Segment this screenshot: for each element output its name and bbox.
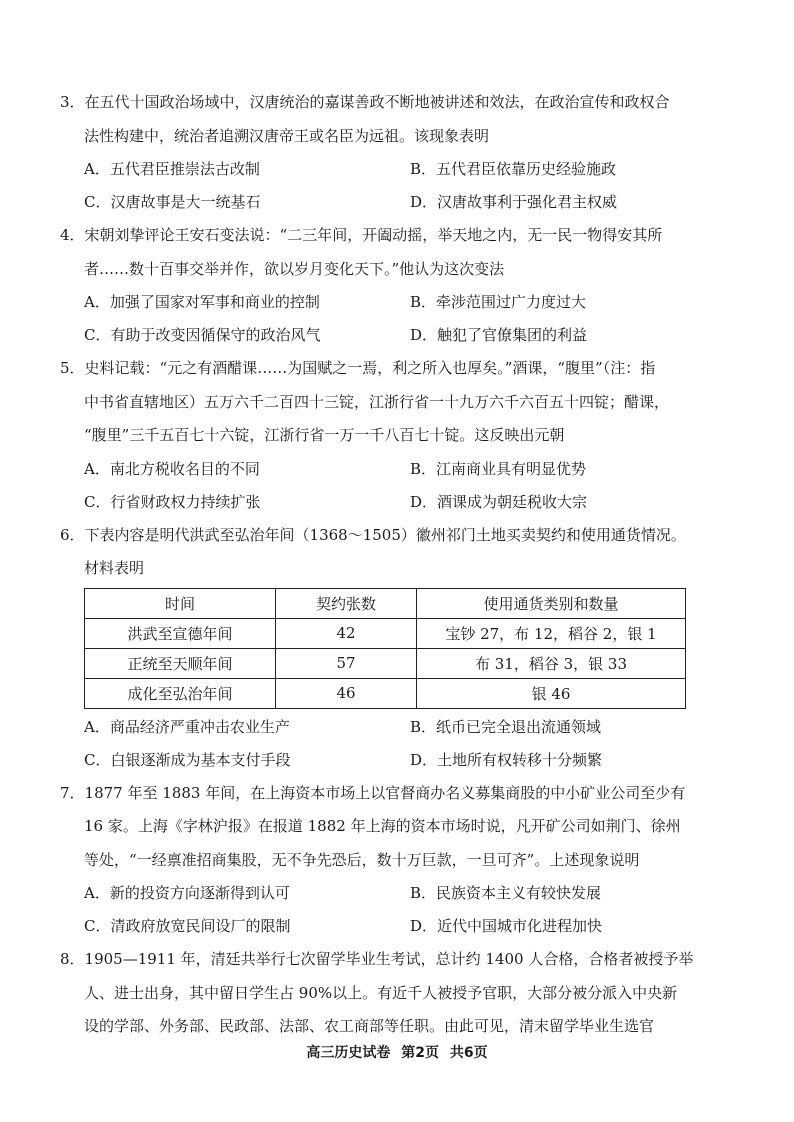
page-footer: 高三历史试卷 第2页 共6页 [306, 1045, 488, 1061]
question-stem-line: 材料表明 [84, 559, 145, 577]
option-b[interactable]: B．民族资本主义有较快发展 [410, 884, 602, 902]
exam-page [60, 86, 740, 1044]
table-row [85, 648, 686, 678]
data-table [84, 588, 686, 709]
question-stem-line: 6．下表内容是明代洪武至弘治年间（1368～1505）徽州祁门土地买卖契约和使用通货情况。 [60, 525, 686, 544]
options-grid [60, 153, 740, 219]
options-grid [60, 286, 740, 352]
table-cell: 46 [276, 678, 417, 708]
table-cell: 宝钞 27，布 12，稻谷 2，银 1 [417, 618, 686, 648]
question-3 [60, 86, 740, 219]
option-c[interactable]: C．清政府放宽民间设厂的限制 [84, 917, 291, 935]
option-a[interactable]: A．南北方税收名目的不同 [84, 459, 260, 478]
option-a[interactable]: A．商品经济严重冲击农业生产 [84, 717, 290, 736]
options-grid [60, 453, 740, 519]
option-b[interactable]: B．五代君臣依靠历史经验施政 [410, 160, 617, 178]
option-d[interactable]: D．酒课成为朝廷税收大宗 [410, 492, 588, 511]
table-cell: 成化至弘治年间 [85, 678, 276, 708]
question-6 [60, 519, 740, 777]
question-stem-line: 8．1905—1911 年，清廷共举行七次留学毕业生考试，总计约 1400 人合格，合格者被授予举 [60, 950, 694, 968]
question-5 [60, 352, 740, 519]
table-header-row [85, 588, 686, 618]
table-row [85, 678, 686, 708]
option-d[interactable]: D．土地所有权转移十分频繁 [410, 750, 603, 769]
question-stem-line: 3．在五代十国政治场域中，汉唐统治的嘉谋善政不断地被讲述和效法，在政治宣传和政权合 [60, 93, 670, 111]
question-stem-line: 5．史料记载：“元之有酒醋课……为国赋之一焉，利之所入也厚矣。”酒课，“腹里”（注：指 [60, 359, 656, 377]
table-header-cell: 时间 [85, 588, 276, 618]
option-c[interactable]: C．白银逐渐成为基本支付手段 [84, 750, 291, 769]
question-stem-line: 设的学部、外务部、民政部、法部、农工商部等任职。由此可见，清末留学毕业生选官 [84, 1017, 655, 1035]
question-7 [60, 777, 740, 944]
option-c[interactable]: C．行省财政权力持续扩张 [84, 492, 261, 511]
table-cell: 42 [276, 618, 417, 648]
table-header-cell: 契约张数 [276, 588, 417, 618]
question-stem-line: 4．宋朝刘挚评论王安石变法说：“二三年间，开阖动摇，举天地之内，无一民一物得安其所 [60, 226, 663, 244]
question-stem-line: 者……数十百事交举并作，欲以岁月变化天下。”他认为这次变法 [84, 259, 505, 278]
question-stem-line: 法性构建中，统治者追溯汉唐帝王或名臣为远祖。该现象表明 [84, 126, 490, 145]
question-stem-line: 中书省直辖地区）五万六千二百四十三锭，江浙行省一十九万六千六百五十四锭；醋课， [84, 392, 670, 411]
question-stem-line: 等处，“一经禀准招商集股，无不争先恐后，数十万巨款，一旦可齐”。上述现象说明 [84, 850, 640, 869]
question-stem-line: “腹里”三千五百七十六锭，江浙行省一万一千八百七十锭。这反映出元朝 [84, 426, 565, 444]
question-stem-line: 7．1877 年至 1883 年间，在上海资本市场上以官督商办名义募集商股的中小矿业公司至少有 [60, 783, 686, 802]
question-4 [60, 219, 740, 352]
option-d[interactable]: D．触犯了官僚集团的利益 [410, 326, 588, 344]
option-d[interactable]: D．汉唐故事利于强化君主权威 [410, 193, 618, 211]
table-cell: 银 46 [417, 678, 686, 708]
table-row [85, 618, 686, 648]
table-cell: 正统至天顺年间 [85, 648, 276, 678]
question-8 [60, 943, 740, 1044]
option-a[interactable]: A．五代君臣推崇法古改制 [84, 160, 260, 178]
table-cell: 洪武至宣德年间 [85, 618, 276, 648]
option-c[interactable]: C．汉唐故事是大一统基石 [84, 193, 261, 211]
table-header-cell: 使用通货类别和数量 [417, 588, 686, 618]
option-b[interactable]: B．江南商业具有明显优势 [410, 459, 587, 478]
option-d[interactable]: D．近代中国城市化进程加快 [410, 917, 603, 935]
option-a[interactable]: A．加强了国家对军事和商业的控制 [84, 293, 320, 311]
option-a[interactable]: A．新的投资方向逐渐得到认可 [84, 884, 290, 902]
option-c[interactable]: C．有助于改变因循保守的政治风气 [84, 326, 321, 344]
question-stem-line: 人、进士出身，其中留日学生占 90%以上。有近千人被授予官职，大部分被分派入中央新 [84, 983, 678, 1002]
table-cell: 布 31，稻谷 3，银 33 [417, 648, 686, 678]
options-grid [60, 877, 740, 943]
options-grid [60, 711, 740, 777]
question-stem-line: 16 家。上海《字林沪报》在报道 1882 年上海的资本市场时说，凡开矿公司如荆门、徐州 [84, 817, 681, 835]
option-b[interactable]: B．牵涉范围过广力度过大 [410, 293, 587, 311]
option-b[interactable]: B．纸币已完全退出流通领域 [410, 717, 602, 736]
table-cell: 57 [276, 648, 417, 678]
